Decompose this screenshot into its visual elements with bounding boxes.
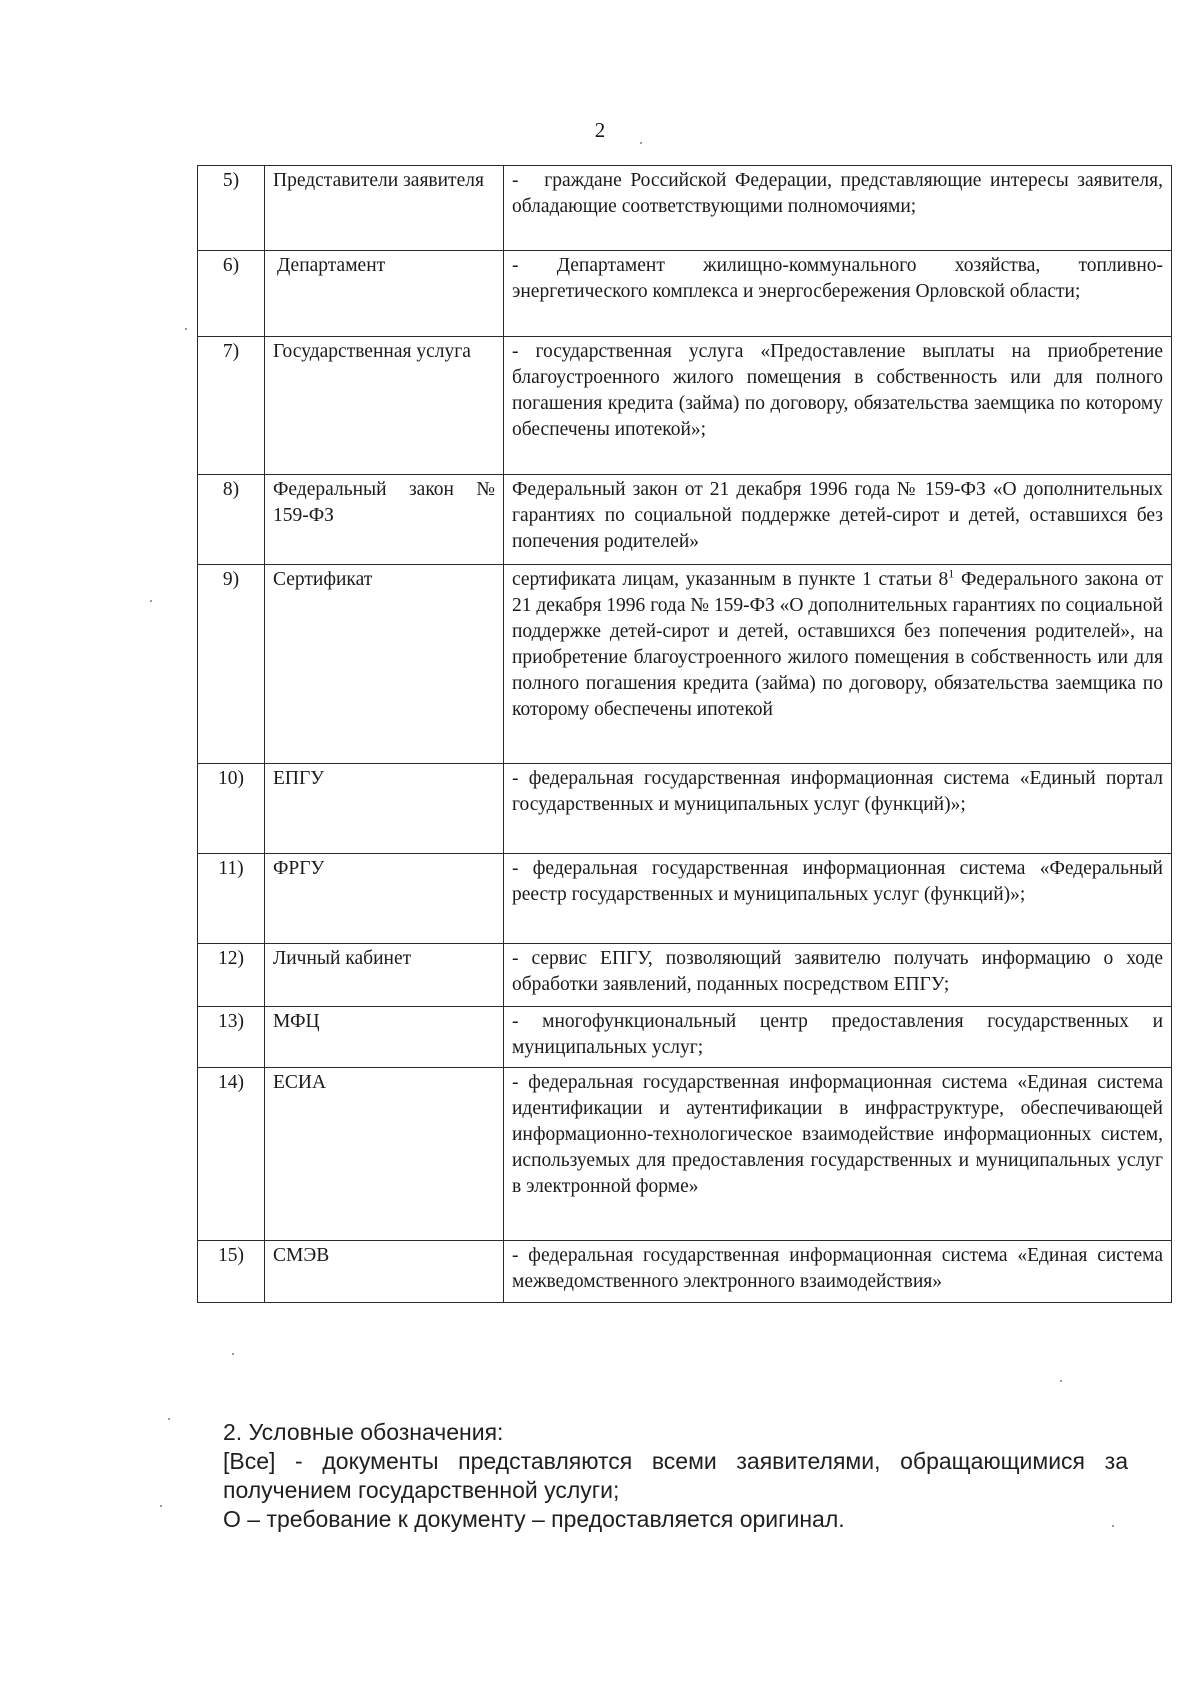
row-term: Департамент — [265, 251, 504, 337]
definition-text-end: Федерального закона от 21 декабря 1996 года № 159-ФЗ «О дополнительных гарантиях по социальной поддержке детей-сирот и детей, оставшихся без попечения родителей», на приобретение благоустроенного жилого помещения в собственность или для полного погашения кредита (займа) по договору, обязательства заемщика по которому обеспечены ипотекой — [512, 569, 1163, 720]
row-number: 14) — [198, 1068, 265, 1241]
row-definition: - многофункциональный центр предоставления государственных и муниципальных услуг; — [504, 1007, 1172, 1068]
row-definition — [504, 565, 1172, 764]
row-definition: - государственная услуга «Предоставление выплаты на приобретение благоустроенного жилого помещения в собственность или для полного погашения кредита (займа) по договору, обязательства заемщика по которому обеспечены ипотекой»; — [504, 337, 1172, 475]
note-all-applicants: [Все] - документы представляются всеми заявителями, обращающимися за получением государственной услуги; — [223, 1448, 1128, 1503]
row-definition: - федеральная государственная информационная система «Единый портал государственных и муниципальных услуг (функций)»; — [504, 764, 1172, 854]
row-definition: - гражданe Российской Федерации, представляющие интересы заявителя, обладающие соответствующими полномочиями; — [504, 166, 1172, 251]
table-row — [198, 475, 1172, 565]
row-term: Федеральный закон № 159-ФЗ — [265, 475, 504, 565]
table-row — [198, 565, 1172, 764]
scan-speck — [232, 1353, 234, 1355]
row-term: СМЭВ — [265, 1241, 504, 1303]
row-term: ЕСИА — [265, 1068, 504, 1241]
row-term: ФРГУ — [265, 854, 504, 944]
row-number: 6) — [198, 251, 265, 337]
table-row — [198, 944, 1172, 1007]
row-definition: - сервис ЕПГУ, позволяющий заявителю получать информацию о ходе обработки заявлений, поданных посредством ЕПГУ; — [504, 944, 1172, 1007]
row-number: 12) — [198, 944, 265, 1007]
table-row — [198, 764, 1172, 854]
table-row — [198, 854, 1172, 944]
row-number: 15) — [198, 1241, 265, 1303]
row-number: 9) — [198, 565, 265, 764]
row-term: Сертификат — [265, 565, 504, 764]
table-row — [198, 1068, 1172, 1241]
scan-speck — [185, 328, 187, 330]
row-term: ЕПГУ — [265, 764, 504, 854]
scan-speck — [1112, 1525, 1114, 1527]
table-row — [198, 1241, 1172, 1303]
scan-speck — [160, 1505, 162, 1507]
note-original-document: О – требование к документу – предоставляется оригинал. — [223, 1506, 845, 1532]
definitions-table — [197, 165, 1172, 1303]
definition-text-start: сертификата лицам, указанным в пункте 1 статьи 8 — [512, 569, 949, 590]
table-row — [198, 1007, 1172, 1068]
article-superscript: 1 — [948, 566, 955, 581]
row-term: МФЦ — [265, 1007, 504, 1068]
row-number: 10) — [198, 764, 265, 854]
row-term: Государственная услуга — [265, 337, 504, 475]
table-row — [198, 251, 1172, 337]
row-definition: - Департамент жилищно-коммунального хозяйства, топливно-энергетического комплекса и энергосбережения Орловской области; — [504, 251, 1172, 337]
scan-speck — [150, 600, 152, 602]
scan-speck — [1060, 1380, 1062, 1382]
row-term: Представители заявителя — [265, 166, 504, 251]
table-row — [198, 337, 1172, 475]
row-number: 5) — [198, 166, 265, 251]
scan-speck — [168, 1418, 170, 1420]
notes-section — [223, 1418, 1128, 1534]
page-number: 2 — [594, 118, 606, 142]
row-number: 8) — [198, 475, 265, 565]
row-definition: Федеральный закон от 21 декабря 1996 года № 159-ФЗ «О дополнительных гарантиях по социальной поддержке детей-сирот и детей, оставшихся без попечения родителей» — [504, 475, 1172, 565]
row-number: 11) — [198, 854, 265, 944]
row-number: 13) — [198, 1007, 265, 1068]
row-definition: - федеральная государственная информационная система «Единая система межведомственного электронного взаимодействия» — [504, 1241, 1172, 1303]
row-definition: - федеральная государственная информационная система «Федеральный реестр государственных и муниципальных услуг (функций)»; — [504, 854, 1172, 944]
row-definition: - федеральная государственная информационная система «Единая система идентификации и аутентификации в инфраструктуре, обеспечивающей информационно-технологическое взаимодействие информационных систем, используемых для предоставления государственных и муниципальных услуг в электронной форме» — [504, 1068, 1172, 1241]
row-term: Личный кабинет — [265, 944, 504, 1007]
notes-heading: 2. Условные обозначения: — [223, 1419, 504, 1445]
row-number: 7) — [198, 337, 265, 475]
table-row — [198, 166, 1172, 251]
scan-speck — [640, 142, 642, 144]
